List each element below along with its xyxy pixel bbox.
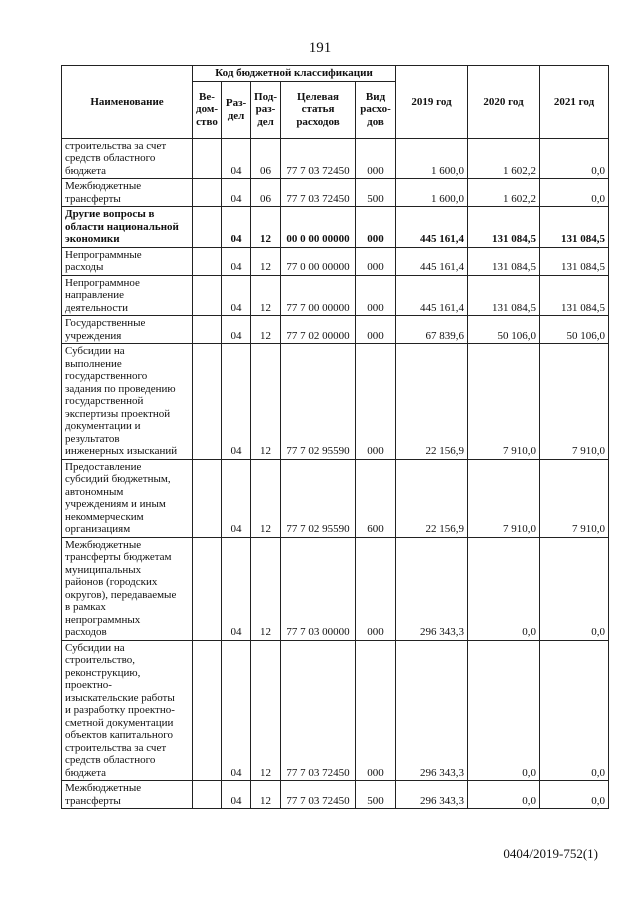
header-2021: 2021 год (540, 66, 609, 139)
document-code: 0404/2019-752(1) (503, 846, 598, 861)
cell-2019: 296 343,3 (396, 781, 468, 809)
table-row (62, 640, 609, 781)
cell-ved (193, 247, 222, 275)
cell-vid: 000 (356, 247, 396, 275)
budget-table (61, 65, 609, 809)
cell-2021: 0,0 (540, 138, 609, 179)
cell-name: Межбюджетные трансферты бюджетам муниципальных районов (городских округов), передаваемые в рамках непрограммных расходов (62, 537, 193, 640)
cell-razdel: 04 (222, 207, 251, 248)
cell-ved (193, 781, 222, 809)
cell-2019: 296 343,3 (396, 640, 468, 781)
header-ved: Ве- дом- ство (193, 81, 222, 138)
cell-name: Межбюджетные трансферты (62, 781, 193, 809)
cell-podrazdel: 12 (251, 781, 281, 809)
table-row (62, 138, 609, 179)
cell-vid: 000 (356, 537, 396, 640)
cell-podrazdel: 12 (251, 537, 281, 640)
cell-2020: 131 084,5 (468, 275, 540, 316)
cell-vid: 500 (356, 179, 396, 207)
cell-podrazdel: 12 (251, 316, 281, 344)
cell-target: 77 7 02 95590 (281, 459, 356, 537)
cell-2020: 0,0 (468, 640, 540, 781)
cell-2019: 22 156,9 (396, 459, 468, 537)
cell-2020: 131 084,5 (468, 207, 540, 248)
header-vid: Вид расхо- дов (356, 81, 396, 138)
table-row (62, 344, 609, 460)
cell-razdel: 04 (222, 459, 251, 537)
cell-name: Непрограммное направление деятельности (62, 275, 193, 316)
cell-razdel: 04 (222, 640, 251, 781)
header-razdel: Раз- дел (222, 81, 251, 138)
cell-2021: 50 106,0 (540, 316, 609, 344)
cell-vid: 500 (356, 781, 396, 809)
table-header (62, 66, 609, 139)
header-podrazdel: Под- раз- дел (251, 81, 281, 138)
cell-2021: 7 910,0 (540, 344, 609, 460)
header-2020: 2020 год (468, 66, 540, 139)
cell-razdel: 04 (222, 179, 251, 207)
header-target: Целевая статья расходов (281, 81, 356, 138)
cell-2019: 445 161,4 (396, 207, 468, 248)
cell-ved (193, 275, 222, 316)
cell-name: Государственные учреждения (62, 316, 193, 344)
cell-2020: 1 602,2 (468, 138, 540, 179)
cell-razdel: 04 (222, 781, 251, 809)
cell-podrazdel: 06 (251, 179, 281, 207)
cell-vid: 000 (356, 640, 396, 781)
table-row (62, 316, 609, 344)
table-row (62, 537, 609, 640)
cell-2021: 0,0 (540, 781, 609, 809)
cell-ved (193, 179, 222, 207)
cell-2021: 131 084,5 (540, 247, 609, 275)
cell-razdel: 04 (222, 275, 251, 316)
cell-name: строительства за счет средств областного бюджета (62, 138, 193, 179)
cell-podrazdel: 12 (251, 207, 281, 248)
cell-2020: 7 910,0 (468, 459, 540, 537)
cell-name: Субсидии на строительство, реконструкцию, проектно- изыскательские работы и разработку проектно- сметной документации объектов капитального строительства за счет средств областного бюджета (62, 640, 193, 781)
cell-podrazdel: 12 (251, 640, 281, 781)
cell-ved (193, 640, 222, 781)
cell-2019: 1 600,0 (396, 138, 468, 179)
cell-podrazdel: 06 (251, 138, 281, 179)
table-row (62, 275, 609, 316)
cell-podrazdel: 12 (251, 247, 281, 275)
cell-ved (193, 207, 222, 248)
cell-podrazdel: 12 (251, 344, 281, 460)
table-row (62, 179, 609, 207)
header-code-group: Код бюджетной классификации (193, 66, 396, 82)
cell-target: 77 7 00 00000 (281, 275, 356, 316)
cell-target: 77 7 02 00000 (281, 316, 356, 344)
cell-razdel: 04 (222, 344, 251, 460)
cell-2020: 0,0 (468, 781, 540, 809)
cell-ved (193, 138, 222, 179)
cell-vid: 600 (356, 459, 396, 537)
cell-2020: 1 602,2 (468, 179, 540, 207)
cell-vid: 000 (356, 344, 396, 460)
cell-2021: 131 084,5 (540, 207, 609, 248)
cell-name: Субсидии на выполнение государственного задания по проведению государственной экспертизы проектной документации и результатов инженерных изысканий (62, 344, 193, 460)
cell-podrazdel: 12 (251, 275, 281, 316)
cell-target: 77 0 00 00000 (281, 247, 356, 275)
cell-ved (193, 537, 222, 640)
table-row (62, 459, 609, 537)
cell-2021: 0,0 (540, 179, 609, 207)
cell-ved (193, 316, 222, 344)
cell-name: Непрограммные расходы (62, 247, 193, 275)
cell-2021: 131 084,5 (540, 275, 609, 316)
cell-target: 77 7 03 72450 (281, 781, 356, 809)
cell-name: Межбюджетные трансферты (62, 179, 193, 207)
cell-2019: 22 156,9 (396, 344, 468, 460)
cell-2020: 50 106,0 (468, 316, 540, 344)
header-2019: 2019 год (396, 66, 468, 139)
table-row (62, 247, 609, 275)
cell-2020: 131 084,5 (468, 247, 540, 275)
cell-razdel: 04 (222, 537, 251, 640)
cell-2019: 445 161,4 (396, 275, 468, 316)
cell-2020: 7 910,0 (468, 344, 540, 460)
cell-razdel: 04 (222, 138, 251, 179)
cell-target: 77 7 03 72450 (281, 179, 356, 207)
cell-name: Предоставление субсидий бюджетным, автономным учреждениям и иным некоммерческим организациям (62, 459, 193, 537)
cell-name: Другие вопросы в области национальной экономики (62, 207, 193, 248)
cell-2019: 1 600,0 (396, 179, 468, 207)
cell-2019: 67 839,6 (396, 316, 468, 344)
header-name: Наименование (62, 66, 193, 139)
cell-vid: 000 (356, 138, 396, 179)
cell-2020: 0,0 (468, 537, 540, 640)
table-body (62, 138, 609, 809)
cell-ved (193, 459, 222, 537)
cell-vid: 000 (356, 275, 396, 316)
cell-vid: 000 (356, 207, 396, 248)
cell-2021: 7 910,0 (540, 459, 609, 537)
cell-target: 00 0 00 00000 (281, 207, 356, 248)
cell-2021: 0,0 (540, 537, 609, 640)
cell-2019: 296 343,3 (396, 537, 468, 640)
cell-2019: 445 161,4 (396, 247, 468, 275)
table-row (62, 207, 609, 248)
cell-target: 77 7 03 72450 (281, 138, 356, 179)
cell-podrazdel: 12 (251, 459, 281, 537)
cell-vid: 000 (356, 316, 396, 344)
cell-ved (193, 344, 222, 460)
cell-target: 77 7 02 95590 (281, 344, 356, 460)
table-row (62, 781, 609, 809)
cell-target: 77 7 03 72450 (281, 640, 356, 781)
cell-2021: 0,0 (540, 640, 609, 781)
cell-razdel: 04 (222, 316, 251, 344)
cell-target: 77 7 03 00000 (281, 537, 356, 640)
cell-razdel: 04 (222, 247, 251, 275)
page-number: 191 (308, 40, 332, 56)
